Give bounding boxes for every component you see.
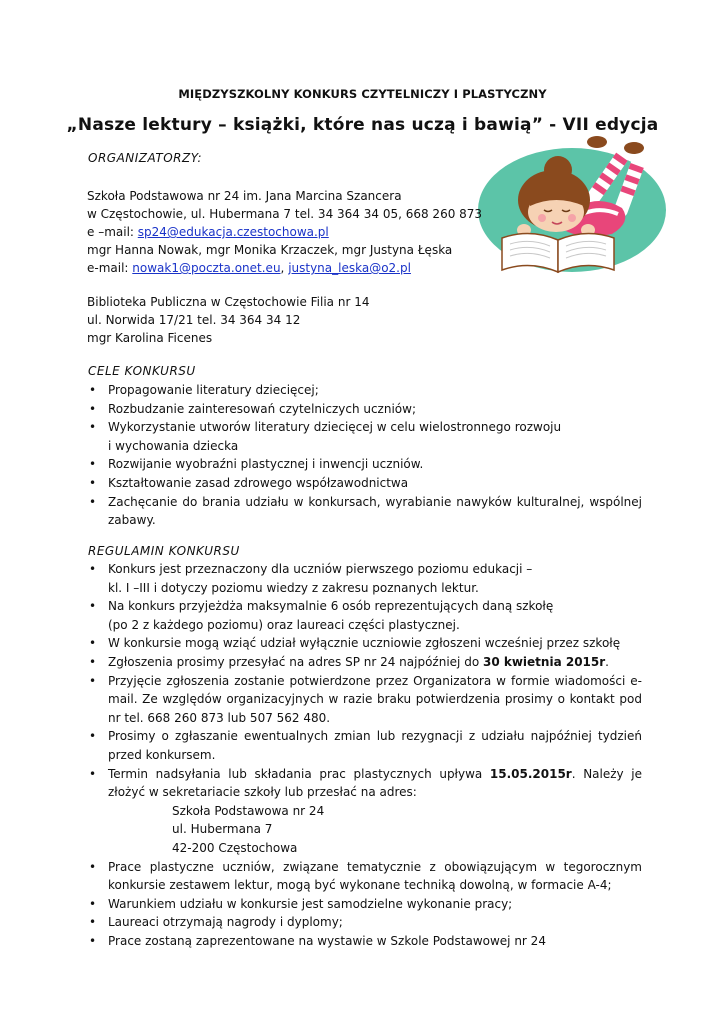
goal-item: • Propagowanie literatury dziecięcej; xyxy=(88,381,642,400)
rule-item-line-1: Konkurs jest przeznaczony dla uczniów pierwszego poziomu edukacji – xyxy=(108,562,533,576)
girl-reading-book-illustration xyxy=(472,130,668,280)
rule-text: Termin nadsyłania lub składania prac plastycznych upływa xyxy=(108,766,490,781)
deadline-date: 30 kwietnia 2015r xyxy=(482,654,606,669)
teachers-email-prefix: e-mail: xyxy=(87,261,133,275)
goal-item: • Rozwijanie wyobraźni plastycznej i inwencji uczniów. xyxy=(88,455,642,474)
goals-heading: CELE KONKURSU xyxy=(88,364,196,378)
goal-item: • Zachęcanie do brania udziału w konkursach, wyrabianie nawyków kulturalnej, wspólnej zabawy. xyxy=(88,493,642,530)
rule-item xyxy=(88,560,642,597)
works-deadline-date: 15.05.2015r xyxy=(489,766,572,781)
document-subtitle: „Nasze lektury – książki, które nas uczą i bawią” - VII edycja xyxy=(66,115,659,135)
organizers-heading: ORGANIZATORZY: xyxy=(88,151,203,165)
rule-item: • W konkursie mogą wziąć udział wyłącznie uczniowie zgłoszeni wcześniej przez szkołę xyxy=(88,634,642,653)
teachers-email-line xyxy=(87,261,411,276)
goal-item: • Kształtowanie zasad zdrowego współzawodnictwa xyxy=(88,474,642,493)
goals-list xyxy=(88,381,642,530)
rule-item: • Prosimy o zgłaszanie ewentualnych zmian lub rezygnacji z udziału najpóźniej tydzień przed konkursem. xyxy=(88,727,642,764)
document-title: MIĘDZYSZKOLNY KONKURS CZYTELNICZY I PLASTYCZNY xyxy=(178,87,547,101)
goal-item-line-2: i wychowania dziecka xyxy=(108,438,239,453)
rule-item: • Prace plastyczne uczniów, związane tematycznie z obowiązującym w tegorocznym konkursie zestawem lektur, mogą być wykonane techniką dowolną, w formacie A-4; xyxy=(88,858,642,895)
school-address: w Częstochowie, ul. Hubermana 7 tel. 34 364 34 05, 668 260 873 xyxy=(87,207,483,221)
rule-item-line-2: (po 2 z każdego poziomu) oraz laureaci części plastycznej. xyxy=(108,617,460,632)
library-address: ul. Norwida 17/21 tel. 34 364 34 12 xyxy=(87,313,301,327)
goal-item xyxy=(88,418,642,455)
rules-list xyxy=(88,560,642,950)
rule-item-line-2: kl. I –III i dotyczy poziomu wiedzy z zakresu poznanych lektur. xyxy=(108,580,479,595)
rules-heading: REGULAMIN KONKURSU xyxy=(88,544,240,558)
rule-item: • Laureaci otrzymają nagrody i dyplomy; xyxy=(88,913,642,932)
school-email-link[interactable]: sp24@edukacja.czestochowa.pl xyxy=(137,225,329,239)
teacher-email-link-1[interactable]: nowak1@poczta.onet.eu xyxy=(132,261,281,275)
teacher-email-link-2[interactable]: justyna_leska@o2.pl xyxy=(288,261,411,275)
rule-text: . xyxy=(605,654,609,669)
goal-item: • Rozbudzanie zainteresowań czytelniczych uczniów; xyxy=(88,400,642,419)
rule-item xyxy=(88,597,642,634)
goal-item-line-1: Wykorzystanie utworów literatury dziecięcej w celu wielostronnego rozwoju xyxy=(108,420,562,435)
rule-item: • Warunkiem udziału w konkursie jest samodzielne wykonanie pracy; xyxy=(88,895,642,914)
address-line: Szkoła Podstawowa nr 24 xyxy=(172,803,325,818)
school-teachers: mgr Hanna Nowak, mgr Monika Krzaczek, mgr Justyna Łęska xyxy=(87,243,453,257)
rule-item-line-1: Na konkurs przyjeżdża maksymalnie 6 osób reprezentujących daną szkołę xyxy=(108,599,554,614)
rule-text: Zgłoszenia prosimy przesyłać na adres SP nr 24 najpóźniej do xyxy=(108,654,483,669)
rule-item xyxy=(88,653,642,672)
rule-item: • Przyjęcie zgłoszenia zostanie potwierdzone przez Organizatora w formie wiadomości e-mail. Ze względów organizacyjnych w razie braku potwierdzenia prosimy o kontakt pod nr tel. 668 260 873 lub 507 562 480. xyxy=(88,672,642,728)
school-email-line xyxy=(87,225,329,240)
address-line: 42-200 Częstochowa xyxy=(172,840,298,855)
email-separator: , xyxy=(280,261,289,275)
rule-item: • Prace zostaną zaprezentowane na wystawie w Szkole Podstawowej nr 24 xyxy=(88,932,642,951)
library-name: Biblioteka Publiczna w Częstochowie Filia nr 14 xyxy=(87,295,370,309)
school-email-prefix: e –mail: xyxy=(87,225,138,239)
library-person: mgr Karolina Ficenes xyxy=(87,331,213,345)
rule-text: . Należy je złożyć w sekretariacie szkoły lub przesłać na adres: xyxy=(108,766,643,800)
rule-item xyxy=(88,765,642,858)
school-name: Szkoła Podstawowa nr 24 im. Jana Marcina Szancera xyxy=(87,189,402,203)
address-line: ul. Hubermana 7 xyxy=(172,822,273,837)
